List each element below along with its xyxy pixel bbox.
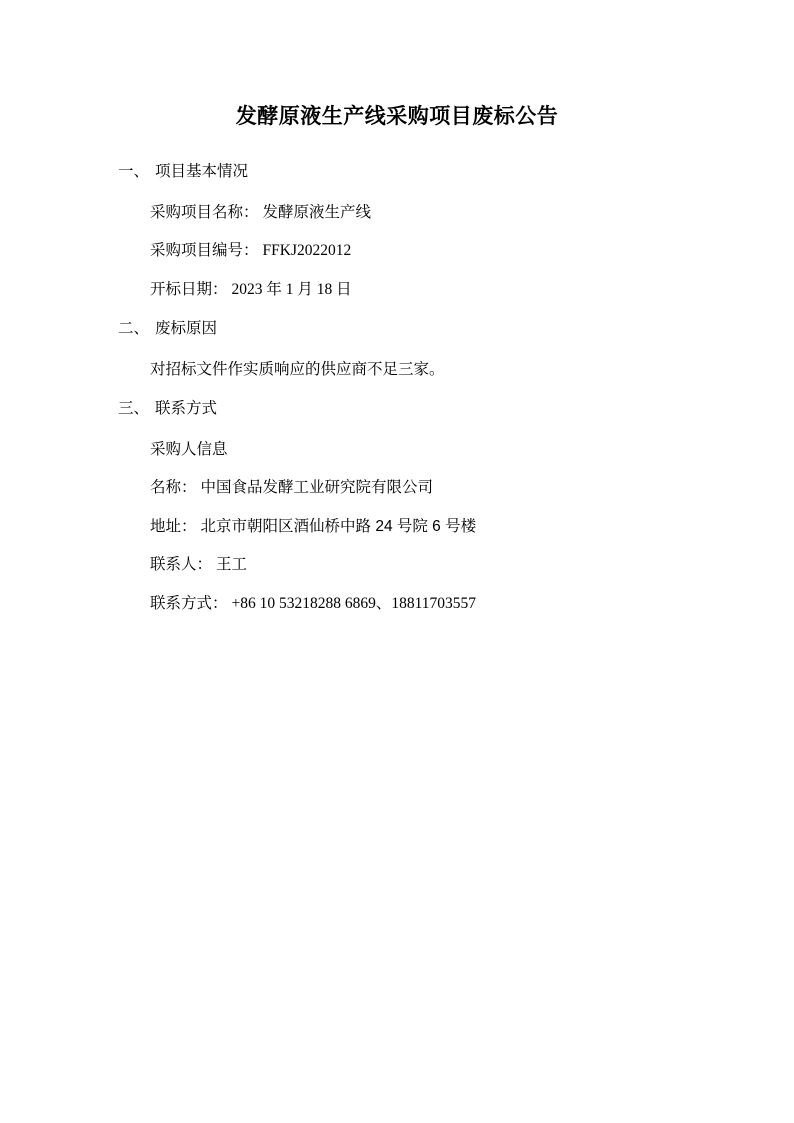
spacer xyxy=(118,297,704,321)
spacer xyxy=(118,337,704,362)
field-contact-person-value: 王工 xyxy=(216,556,248,573)
spacer xyxy=(118,417,704,442)
field-purchaser-address-value: 北京市朝阳区酒仙桥中路 24 号院 6 号楼 xyxy=(200,517,477,535)
field-contact-person-label: 联系人： xyxy=(150,556,213,573)
field-project-name xyxy=(118,205,704,221)
rejection-reason-text: 对招标文件作实质响应的供应商不足三家。 xyxy=(150,360,445,378)
field-contact-phone-label: 联系方式： xyxy=(150,594,228,612)
field-purchaser-address xyxy=(118,519,704,535)
field-purchaser-name-label: 名称： xyxy=(150,479,197,496)
section-heading-2 xyxy=(118,321,704,337)
section-title-1: 项目基本情况 xyxy=(155,163,249,180)
section-heading-1 xyxy=(118,164,704,180)
field-purchaser-address-label: 地址： xyxy=(150,517,197,535)
field-contact-person xyxy=(118,557,704,573)
field-bid-opening-date xyxy=(118,282,704,298)
spacer xyxy=(118,180,704,205)
field-contact-phone-value: +86 10 53218288 6869、18811703557 xyxy=(231,594,477,612)
spacer xyxy=(118,220,704,243)
section-title-2: 废标原因 xyxy=(155,320,218,337)
page-title: 发酵原液生产线采购项目废标公告 xyxy=(235,105,559,128)
field-purchaser-name xyxy=(118,480,704,496)
field-project-name-value: 发酵原液生产线 xyxy=(262,203,372,221)
section-number-1: 一、 xyxy=(118,163,150,180)
field-purchaser-name-value: 中国食品发酵工业研究院有限公司 xyxy=(200,479,434,496)
section-number-3: 三、 xyxy=(118,400,150,417)
spacer xyxy=(118,377,704,401)
field-bid-opening-date-label: 开标日期： xyxy=(150,280,228,298)
spacer xyxy=(118,496,704,519)
field-project-name-label: 采购项目名称： xyxy=(150,203,259,221)
field-bid-opening-date-value: 2023 年 1 月 18 日 xyxy=(231,280,352,298)
purchaser-info-subheading: 采购人信息 xyxy=(150,440,228,458)
spacer xyxy=(118,457,704,480)
spacer xyxy=(118,259,704,282)
section-number-2: 二、 xyxy=(118,320,150,337)
field-project-number-label: 采购项目编号： xyxy=(150,242,259,259)
field-project-number-value: FFKJ2022012 xyxy=(262,242,352,259)
field-project-number xyxy=(118,243,704,259)
section-heading-3 xyxy=(118,401,704,417)
document-body xyxy=(0,164,794,611)
spacer xyxy=(118,573,704,596)
spacer xyxy=(118,534,704,557)
field-contact-phone xyxy=(118,596,704,612)
section-title-3: 联系方式 xyxy=(155,400,218,417)
